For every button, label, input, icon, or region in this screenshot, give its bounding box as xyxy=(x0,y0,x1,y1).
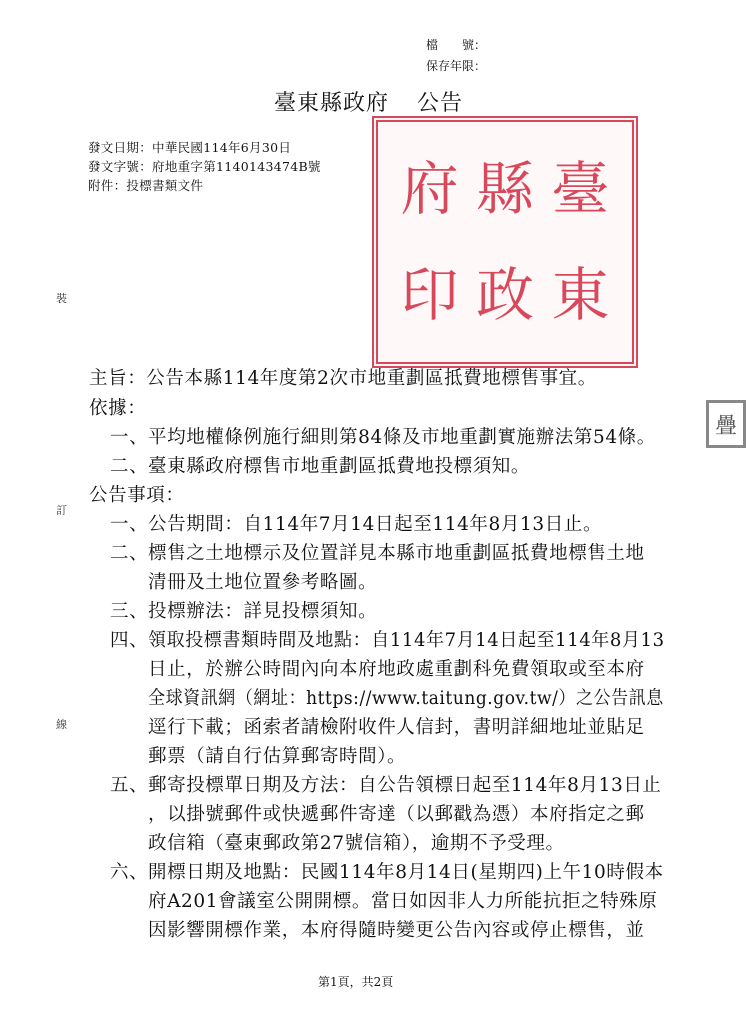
notice-item-text: 因影響開標作業，本府得隨時變更公告內容或停止標售，並 xyxy=(148,920,645,941)
notice-item-text: 公告期間：自114年7月14日起至114年8月13日止。 xyxy=(148,514,603,535)
notice-item-text: 標售之土地標示及位置詳見本縣市地重劃區抵費地標售土地 xyxy=(148,543,645,564)
seal-char: 政 xyxy=(476,261,535,329)
seal-char: 縣 xyxy=(476,155,535,223)
notice-item-text: 逕行下載；函索者請檢附收件人信封，書明詳細地址並貼足 xyxy=(148,717,645,738)
seal-char: 印 xyxy=(400,261,459,329)
seal-char: 府 xyxy=(400,155,459,223)
notice-item-number: 二、 xyxy=(110,543,149,564)
document-number: 發文字號：府地重字第1140143474B號 xyxy=(88,159,321,174)
notice-item-text: 清冊及土地位置參考略圖。 xyxy=(148,572,378,593)
page-number: 第1頁，共2頁 xyxy=(318,975,394,989)
basis-heading: 依據： xyxy=(89,398,147,419)
subject-line: 主旨：公告本縣114年度第2次市地重劃區抵費地標售事宜。 xyxy=(89,368,597,389)
notice-item-text: ，以掛號郵件或快遞郵件寄達（以郵戳為憑）本府指定之郵 xyxy=(148,804,645,825)
notice-item-number: 一、 xyxy=(110,514,149,535)
file-number-label: 檔 號： xyxy=(426,38,487,52)
notice-item-text: 投標辦法：詳見投標須知。 xyxy=(148,601,378,622)
page-title xyxy=(274,86,463,117)
notice-item-number: 三、 xyxy=(110,601,149,622)
basis-item-number: 一、 xyxy=(110,427,149,448)
side-stamp: 疊 xyxy=(706,400,746,448)
notice-item-text: 政信箱（臺東郵政第27號信箱），逾期不予受理。 xyxy=(148,833,565,854)
binding-mark-xian: 線 xyxy=(56,718,67,731)
official-seal xyxy=(372,116,638,368)
binding-mark-zhuang: 裝 xyxy=(56,292,67,305)
agency-name: 臺東縣政府 xyxy=(274,91,390,116)
notice-heading: 公告事項： xyxy=(89,485,185,506)
basis-item-text: 臺東縣政府標售市地重劃區抵費地投標須知。 xyxy=(148,456,531,477)
retention-period-label: 保存年限： xyxy=(426,59,487,73)
notice-item-number: 六、 xyxy=(110,862,149,883)
notice-item-text: 全球資訊網（網址：https://www.taitung.gov.tw/）之公告訊息 xyxy=(148,688,664,709)
seal-char: 東 xyxy=(551,261,610,329)
notice-item-number: 四、 xyxy=(110,630,149,651)
seal-char: 臺 xyxy=(551,155,610,223)
issue-date: 發文日期：中華民國114年6月30日 xyxy=(88,140,292,155)
binding-mark-ding: 訂 xyxy=(56,504,67,517)
attachment: 附件：投標書類文件 xyxy=(88,178,204,193)
basis-item-text: 平均地權條例施行細則第84條及市地重劃實施辦法第54條。 xyxy=(148,427,656,448)
notice-item-text: 府A201會議室公開開標。當日如因非人力所能抗拒之特殊原 xyxy=(148,891,658,912)
notice-item-text: 日止，於辦公時間內向本府地政處重劃科免費領取或至本府 xyxy=(148,659,645,680)
notice-item-number: 五、 xyxy=(110,775,149,796)
notice-item-text: 郵寄投標單日期及方法：自公告領標日起至114年8月13日止 xyxy=(148,775,662,796)
notice-item-text: 郵票（請自行估算郵寄時間）。 xyxy=(148,746,407,767)
document-type: 公告 xyxy=(417,91,464,116)
notice-item-text: 領取投標書類時間及地點：自114年7月14日起至114年8月13 xyxy=(148,630,665,651)
notice-item-text: 開標日期及地點：民國114年8月14日(星期四)上午10時假本 xyxy=(148,862,664,883)
basis-item-number: 二、 xyxy=(110,456,149,477)
